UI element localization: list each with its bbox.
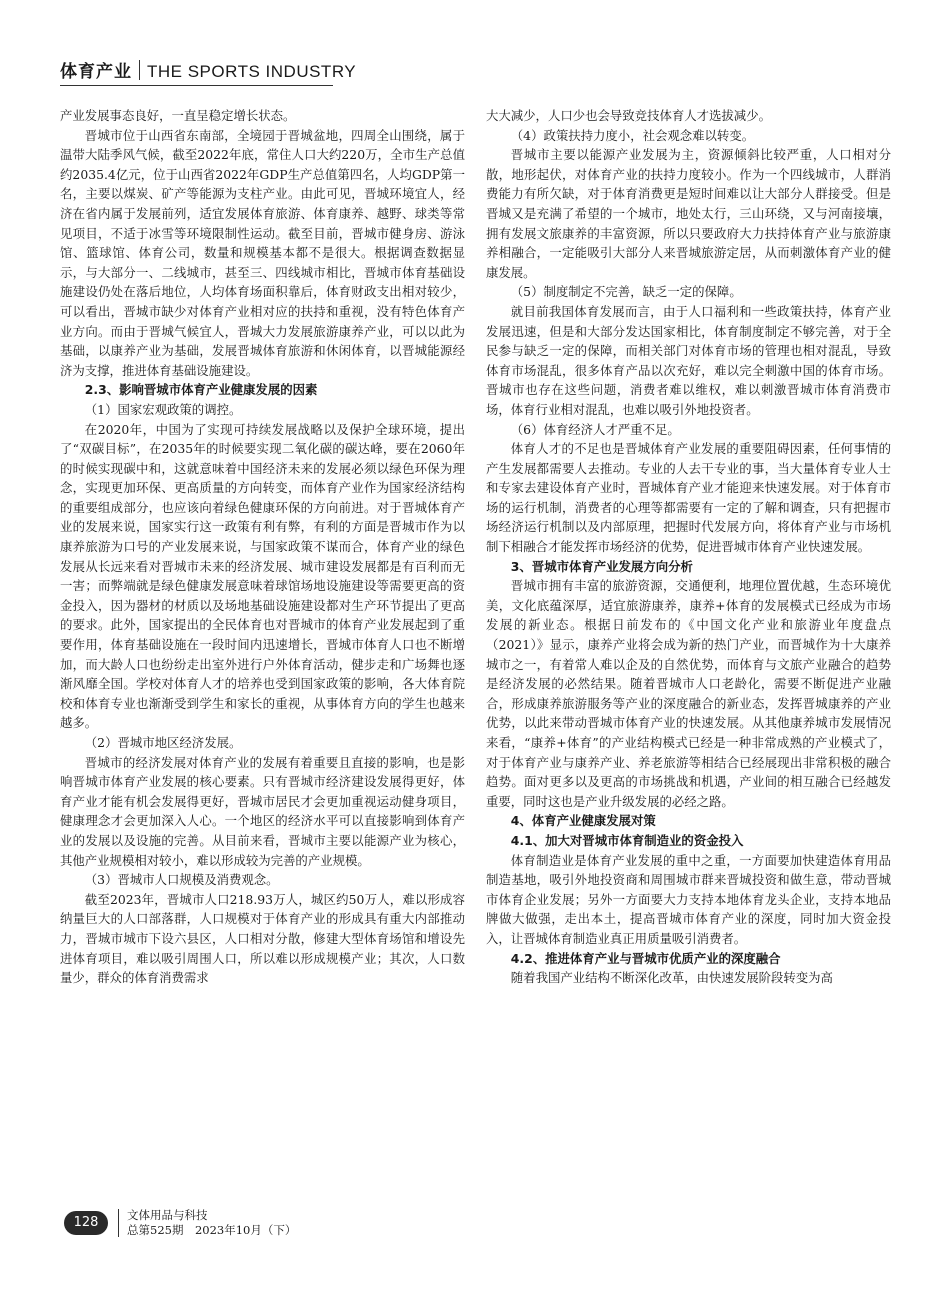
issue-info: 总第525期 2023年10月（下） xyxy=(127,1223,297,1237)
right-column xyxy=(486,106,891,988)
section-heading: 2.3、影响晋城市体育产业健康发展的因素 xyxy=(84,382,318,398)
body-paragraph: 晋城市位于山西省东南部，全境园于晋城盆地，四周全山围绕，属于温带大陆季风气候，截至2022年底，常住人口大约220万，全市生产总值约2035.4亿元，位于山西省2022年GDP生产总值第四名，人均GDP第一名，主要以煤炭、矿产等能源为支柱产业。由此可见，晋城环境宜人，经济在省内属于发展前列，适宜发展体育旅游、体育康养、越野、球类等常见项目，不适于冰雪等环境限制性运动。截至目前，晋城市健身房、游泳馆、篮球馆、体育公司，数量和规模基本都不是很大。根据调查数据显示，与大部分一、二线城市，甚至三、四线城市相比，晋城市体育基础设施建设仍处在落后地位，人均体育场面积靠后，体育财政支出相对较少，可以看出，晋城市缺少对体育产业相对应的扶持和重视，没有特色体育产业方向。而由于晋城气候宜人，晋城大力发展旅游康养产业，可以以此为基础，以康养产业为基础，发展晋城体育旅游和休闲体育，以晋城能源经济为支撑，推进体育基础设施建设。 xyxy=(60,127,465,378)
journal-name: 文体用品与科技 xyxy=(127,1208,208,1222)
body-paragraph: 体育人才的不足也是晋城体育产业发展的重要阻碍因素，任何事情的产生发展都需要人去推动。专业的人去干专业的事，当大量体育专业人士和专家去建设体育产业时，晋城体育产业才能迎来快速发展。对于体育市场的运行机制，消费者的心理等都需要有一定的了解和调查，只有把握市场经济运行机制以及内部原理，把握时代发展方向，将体育产业与市场机制下相融合才能发挥市场经济的优势，促进晋城市体育产业快速发展。 xyxy=(486,441,891,555)
header-title-en: THE SPORTS INDUSTRY xyxy=(147,62,357,81)
body-paragraph: （2）晋城市地区经济发展。 xyxy=(84,735,242,750)
body-paragraph: 就目前我国体育发展而言，由于人口福利和一些政策扶持，体育产业发展迅速，但是和大部分发达国家相比，体育制度制定不够完善，对于全民参与缺乏一定的保障，而相关部门对体育市场的管理也相对混乱，导致体育市场混乱，很多体育产品以次充好，难以完全刺激中国的体育市场。晋城市也存在这些问题，消费者难以维权，难以刺激晋城市体育消费市场，体育行业相对混乱，也难以吸引外地投资者。 xyxy=(486,303,891,417)
section-heading: 4、体育产业健康发展对策 xyxy=(510,813,656,829)
body-paragraph: 大大减少，人口少也会导致竞技体育人才选拔减少。 xyxy=(486,108,771,123)
body-paragraph: （4）政策扶持力度小，社会观念难以转变。 xyxy=(510,127,755,143)
body-paragraph: 晋城市的经济发展对体育产业的发展有着重要且直接的影响，也是影响晋城市体育产业发展的核心要素。只有晋城市经济建设发展得更好，体育产业才能有机会发展得更好，晋城市居民才会更加重视运动健身项目，健康理念才会更加深入人心。一个地区的经济水平可以直接影响到体育产业的发展以及设施的完善。从目前来看，晋城市主要以能源产业为核心，其他产业规模相对较小，难以形成较为完善的产业规模。 xyxy=(60,754,465,868)
body-paragraph: （3）晋城市人口规模及消费观念。 xyxy=(84,872,279,888)
left-column xyxy=(60,106,465,988)
body-paragraph: 在2020年，中国为了实现可持续发展战略以及保护全球环境，提出了“双碳目标”，在2035年的时候要实现二氧化碳的碳达峰，要在2060年的时候实现碳中和，这就意味着中国经济未来的发展必须以绿色环保为理念，实现更加环保、更高质量的方向转变，而体育产业作为国家经济结构的重要组成部分，也应该向着绿色健康环保的方向前进。对于晋城体育产业的发展来说，国家实行这一政策有利有弊，有利的方面是晋城市作为以康养旅游为口号的产业发展来说，与国家政策不谋而合，体育产业的绿色发展从长远来看对晋城市未来的经济发展、城市建设发展都是有百利而无一害；而弊端就是绿色健康发展意味着球馆场地设施建设等需要更高的资金投入，因为器材的材质以及场地基础设施建设都对生产环节提出了更高的要求。此外，国家提出的全民体育也对晋城市的体育产业发展起到了重要作用，体育基础设施在一段时间内迅速增长，晋城市体育人口也不断增加，而大龄人口也纷纷走出室外进行户外体育活动，健步走和广场舞也逐渐风靡全国。学校对体育人才的培养也受到国家政策的影响，各大体育院校和体育专业也渐渐受到学生和家长的重视，从事体育方向的学生也越来越多。 xyxy=(60,421,465,731)
body-paragraph: 产业发展事态良好，一直呈稳定增长状态。 xyxy=(60,108,296,123)
section-heading: 4.1、加大对晋城市体育制造业的资金投入 xyxy=(510,832,744,848)
header-divider xyxy=(139,60,140,80)
page-footer xyxy=(64,1208,296,1238)
footer-info xyxy=(127,1208,296,1238)
body-paragraph: （5）制度制定不完善，缺乏一定的保障。 xyxy=(510,284,742,300)
header-title-cn: 体育产业 xyxy=(60,62,132,82)
section-heading: 3、晋城市体育产业发展方向分析 xyxy=(510,558,693,574)
body-paragraph: （6）体育经济人才严重不足。 xyxy=(510,421,680,437)
body-paragraph: 晋城市主要以能源产业发展为主，资源倾斜比较严重，人口相对分散，地形起伏，对体育产业的扶持力度较小。作为一个四线城市，人群消费能力有所欠缺，对于体育消费更是短时间难以让大部分人群接受。但是晋城又是充满了希望的一个城市，地处太行，三山环绕，又与河南接壤，拥有发展文旅康养的丰富资源，所以只要政府大力扶持体育产业与旅游康养相融合，一定能吸引大部分人来晋城旅游定居，从而刺激体育产业的健康发展。 xyxy=(486,147,891,280)
body-paragraph: 晋城市拥有丰富的旅游资源，交通便利，地理位置优越，生态环境优美，文化底蕴深厚，适宜旅游康养，康养+体育的发展模式已经成为市场发展的新业态。根据日前发布的《中国文化产业和旅游业年度盘点（2021）》显示，康养产业将会成为新的热门产业，而晋城作为十大康养城市之一，有着常人难以企及的自然优势，而体育与文旅产业融合的趋势是经济发展的必然结果。随着晋城市人口老龄化，需要不断促进产业融合，形成康养旅游服务等产业的深度融合的新业态，发挥晋城康养的产业优势，以此来带动晋城市体育产业的快速发展。从其他康养城市发展情况来看，“康养+体育”的产业结构模式已经是一种非常成熟的产业模式了，对于体育产业与康养产业、养老旅游等相结合已经展现出非常积极的融合趋势。面对更多以及更高的市场挑战和机遇，产业间的相互融合已经越发重要，同时这也是产业升级发展的必经之路。 xyxy=(486,578,891,809)
body-paragraph: （1）国家宏观政策的调控。 xyxy=(84,401,242,417)
body-paragraph: 截至2023年，晋城市人口218.93万人，城区约50万人，难以形成容纳量巨大的人口部落群，人口规模对于体育产业的形成具有重大内部推动力，晋城市城市下设六县区，人口相对分散，修建大型体育场馆和增设先进体育项目，难以吸引周围人口，所以难以形成规模产业；其次，人口数量少，群众的体育消费需求 xyxy=(60,891,465,986)
running-header xyxy=(60,54,356,82)
footer-divider xyxy=(118,1209,119,1237)
header-rule xyxy=(60,85,333,86)
page-number: 128 xyxy=(64,1211,108,1235)
section-heading: 4.2、推进体育产业与晋城市优质产业的深度融合 xyxy=(510,950,781,966)
body-paragraph: 随着我国产业结构不断深化改革，由快速发展阶段转变为高 xyxy=(510,970,833,986)
body-paragraph: 体育制造业是体育产业发展的重中之重，一方面要加快建造体育用品制造基地，吸引外地投资商和周围城市群来晋城投资和做生意，带动晋城市体育企业发展；另外一方面要大力支持本地体育龙头企业，支持本地品牌做大做强，走出本土，提高晋城市体育产业的深度，同时加大资金投入，让晋城体育制造业真正用质量吸引消费者。 xyxy=(486,852,891,946)
